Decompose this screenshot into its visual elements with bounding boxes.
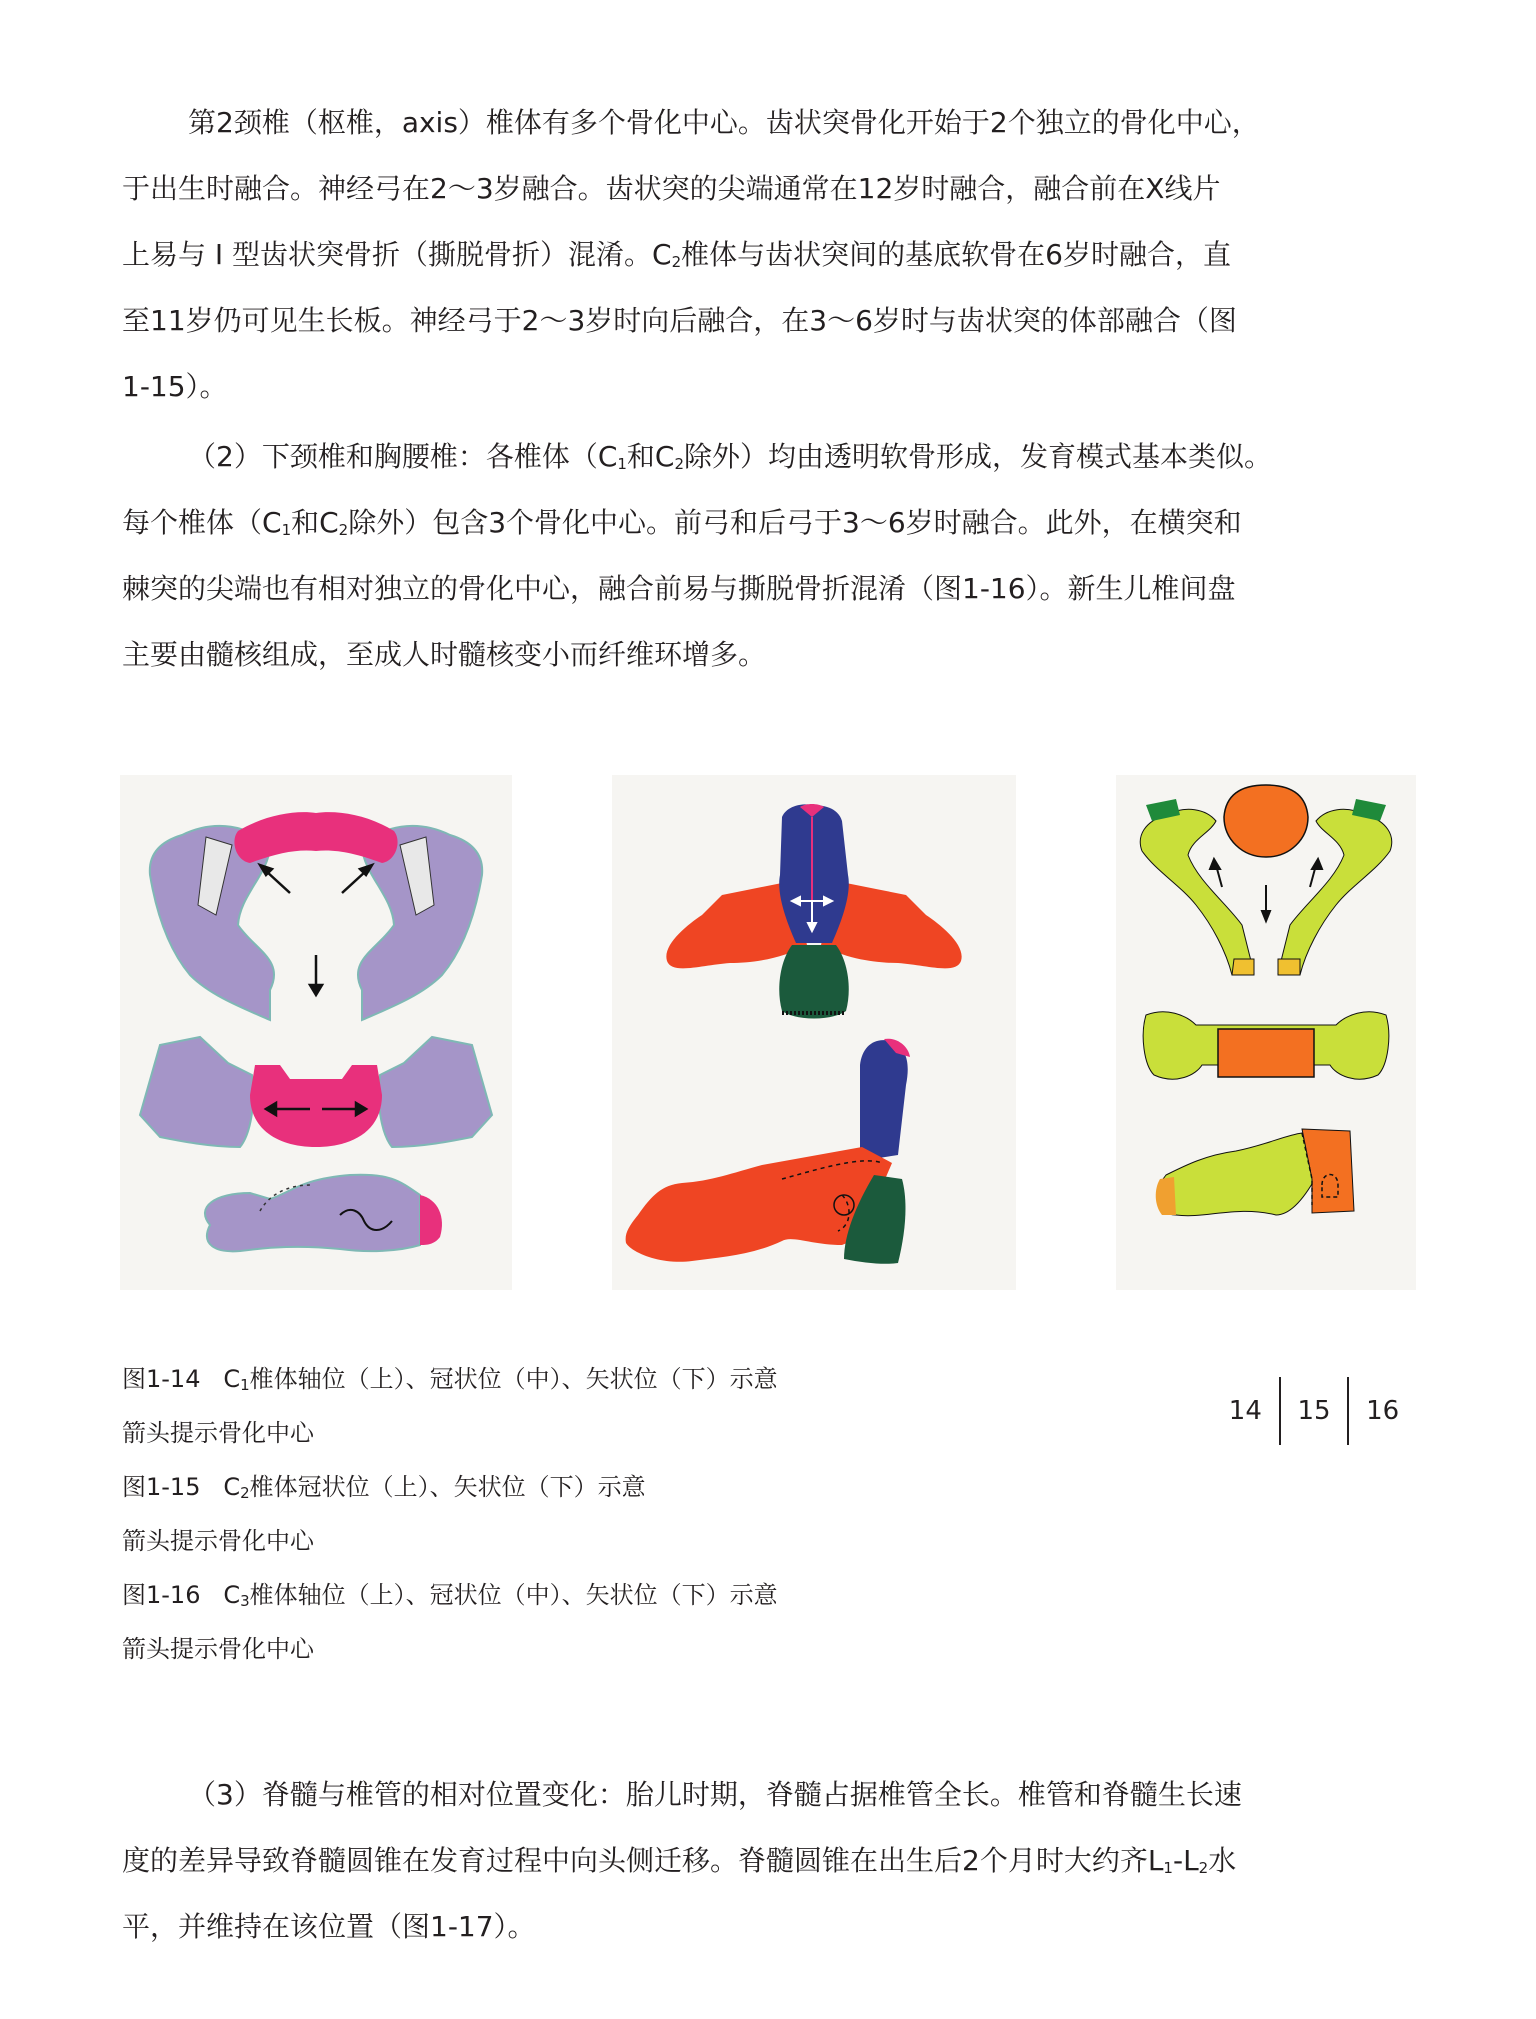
c3-coronal-body — [1218, 1029, 1314, 1077]
paragraph-spinal-cord — [122, 1762, 1412, 1960]
c1-coronal-right-mass — [379, 1037, 492, 1147]
figure-captions — [122, 1352, 882, 1676]
c3-axial-body — [1224, 785, 1308, 857]
c1-illustration — [120, 775, 512, 1290]
figure-number-key — [1212, 1377, 1416, 1445]
figure-1-15-c2 — [612, 775, 1016, 1290]
c1-sagittal-anterior-center — [420, 1195, 442, 1245]
c1-sagittal-body — [205, 1175, 420, 1252]
figure-number: 16 — [1366, 1396, 1400, 1426]
caption-1-15-note: 箭头提示骨化中心 — [122, 1527, 314, 1555]
c3-spinous-right-tip — [1278, 959, 1300, 975]
text-line: 至11岁仍可见生长板。神经弓于2～3岁时向后融合，在3～6岁时与齿状突的体部融合（图 — [122, 304, 1237, 337]
c2-body — [779, 945, 849, 1019]
c3-illustration — [1116, 775, 1416, 1290]
paragraph-c2-ossification — [122, 90, 1412, 420]
text-line: 棘突的尖端也有相对独立的骨化中心，融合前易与撕脱骨折混淆（图1-16）。新生儿椎间盘 — [122, 572, 1236, 605]
text-line: 每个椎体（$C_1$和$C_2$除外）包含3个骨化中心。前弓和后弓于3～6岁时融合。此外，在横突和 — [122, 506, 1242, 539]
text-line: 上易与 I 型齿状突骨折（撕脱骨折）混淆。$C_2$椎体与齿状突间的基底软骨在6岁时融合，直 — [122, 238, 1231, 271]
caption-1-16-note: 箭头提示骨化中心 — [122, 1635, 314, 1663]
text-line: 度的差异导致脊髓圆锥在发育过程中向头侧迁移。脊髓圆锥在出生后2个月时大约齐$L_1-L_2$水 — [122, 1844, 1237, 1877]
figure-number: 14 — [1228, 1396, 1262, 1426]
c2-illustration — [612, 775, 1016, 1290]
text-line: 于出生时融合。神经弓在2～3岁融合。齿状突的尖端通常在12岁时融合，融合前在X线片 — [122, 172, 1221, 205]
c1-coronal-left-mass — [140, 1037, 253, 1147]
text-line: 第2颈椎（枢椎，axis）椎体有多个骨化中心。齿状突骨化开始于2个独立的骨化中心， — [188, 106, 1260, 139]
text-line: 主要由髓核组成，至成人时髓核变小而纤维环增多。 — [122, 638, 767, 671]
c2-sagittal-dens — [860, 1040, 908, 1161]
c3-sagittal-arch — [1157, 1133, 1316, 1216]
text-line: 平，并维持在该位置（图1-17）。 — [122, 1910, 536, 1943]
caption-1-15: 图1-15 $C_2$椎体冠状位（上）、矢状位（下）示意 — [122, 1473, 646, 1502]
text-line: （2）下颈椎和胸腰椎：各椎体（$C_1$和$C_2$除外）均由透明软骨形成，发育模式基本类似。 — [188, 440, 1273, 473]
figure-number: 15 — [1297, 1396, 1331, 1426]
figure-1-14-c1 — [120, 775, 512, 1290]
caption-1-14: 图1-14 $C_1$椎体轴位（上）、冠状位（中）、矢状位（下）示意 — [122, 1365, 778, 1394]
paragraph-lower-spine — [122, 424, 1412, 688]
text-line: 1-15）。 — [122, 370, 228, 403]
caption-1-14-note: 箭头提示骨化中心 — [122, 1419, 314, 1447]
text-line: （3）脊髓与椎管的相对位置变化：胎儿时期，脊髓占据椎管全长。椎管和脊髓生长速 — [188, 1778, 1242, 1811]
c3-spinous-left-tip — [1232, 959, 1254, 975]
c3-sagittal-arch-tip — [1156, 1177, 1176, 1215]
c1-anterior-arch-center — [234, 812, 397, 863]
caption-1-16: 图1-16 $C_3$椎体轴位（上）、冠状位（中）、矢状位（下）示意 — [122, 1581, 778, 1610]
c1-ossification-arrows — [260, 865, 372, 995]
figure-1-16-c3 — [1116, 775, 1416, 1290]
